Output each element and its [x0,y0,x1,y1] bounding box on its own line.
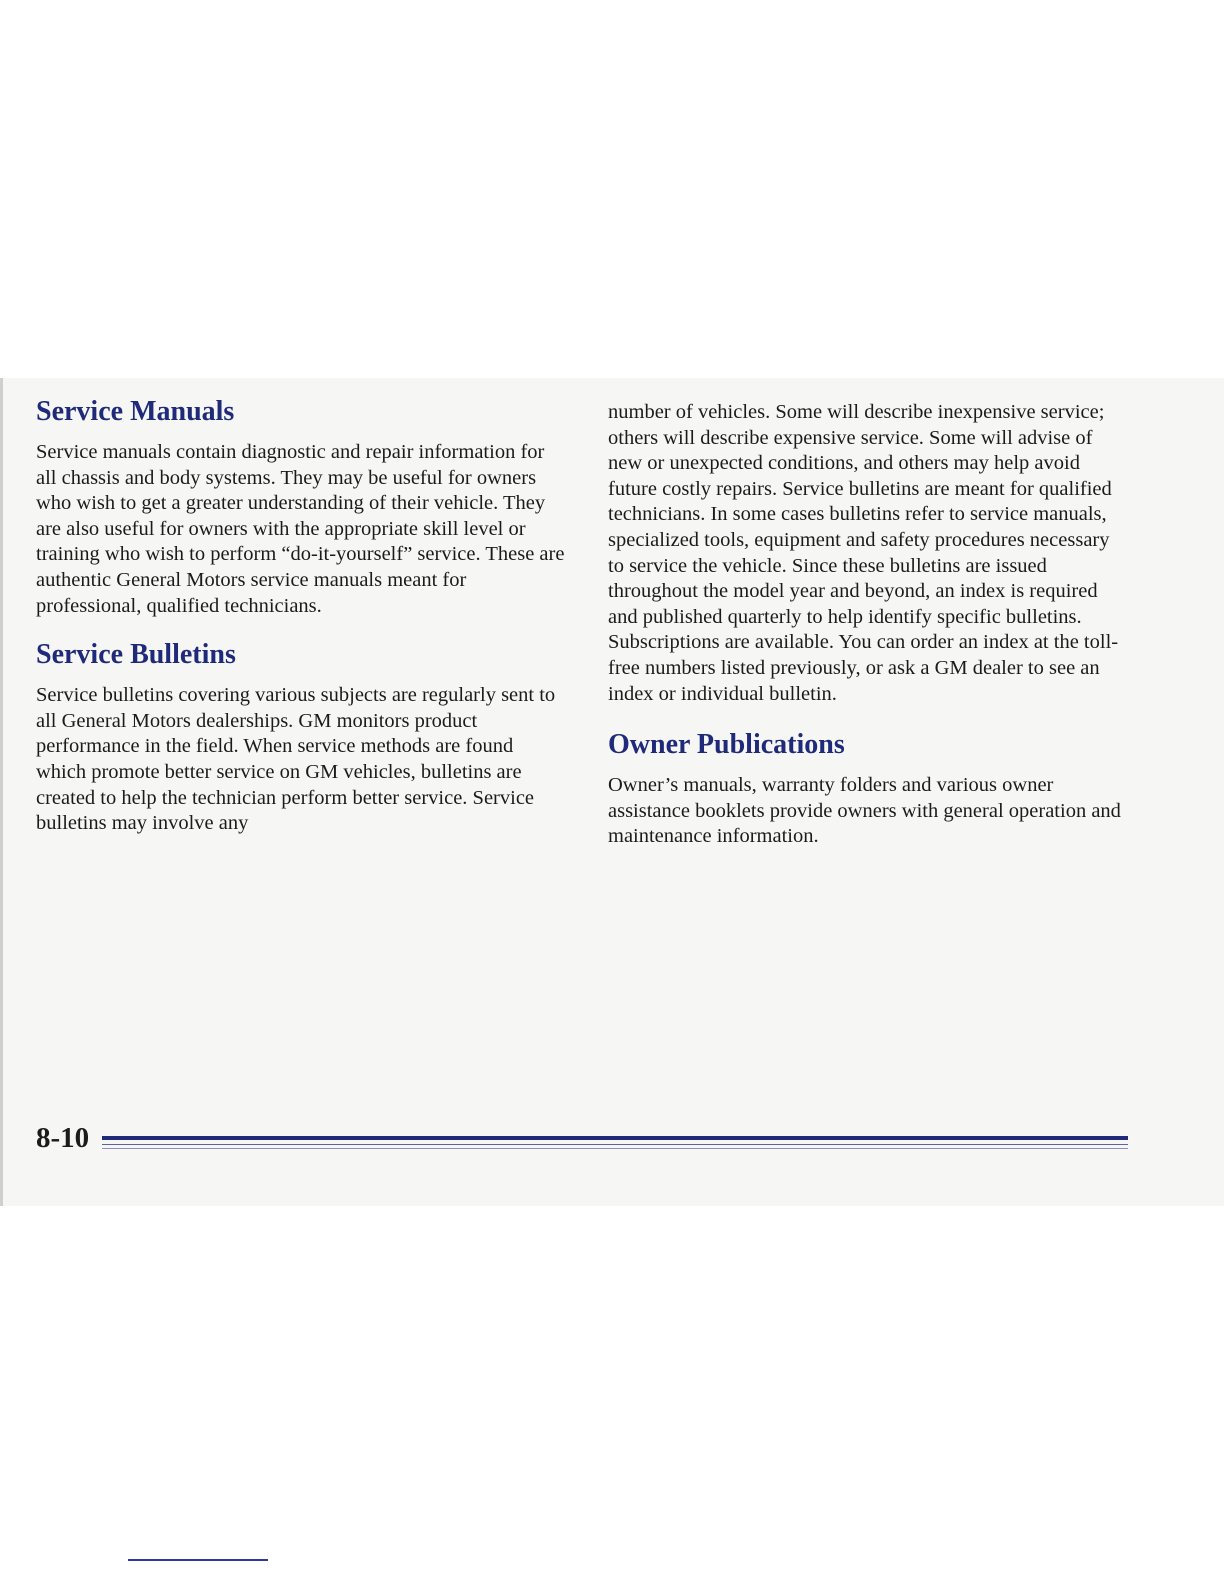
heading-service-bulletins: Service Bulletins [36,639,236,671]
paragraph-service-bulletins-part1: Service bulletins covering various subjects are regularly sent to all General Motors dealerships. GM monitors product performance in the field. When service methods are found which promote better service on GM vehicles, bulletins are created to help the technician perform better service. Service bulletins may involve any [36,684,556,835]
left-column [36,396,566,837]
section-gap [36,619,566,639]
right-column [608,400,1128,850]
heading-owner-publications: Owner Publications [608,729,845,761]
paragraph-owner-publications: Owner’s manuals, warranty folders and various owner assistance booklets provide owners with general operation and maintenance information. [608,774,1121,848]
paragraph-service-manuals: Service manuals contain diagnostic and repair information for all chassis and body systems. They may be useful for owners who wish to get a greater understanding of their vehicle. They are also useful for owners with the appropriate skill level or training who wish to perform “do-it-yourself” service. These are authentic General Motors service manuals meant for professional, qualified technicians. [36,441,565,617]
page-edge [0,378,3,1206]
footer-rule-thin [102,1144,1128,1145]
paragraph-service-bulletins-part2: number of vehicles. Some will describe inexpensive service; others will describe expensive service. Some will advise of new or unexpected conditions, and others may help avoid future costly repairs. Service bulletins are meant for qualified technicians. In some cases bulletins refer to service manuals, specialized tools, equipment and safety procedures necessary to service the vehicle. Since these bulletins are issued throughout the model year and beyond, an index is required and published quarterly to help identify specific bulletins. Subscriptions are available. You can order an index at the toll-free numbers listed previously, or ask a GM dealer to see an index or individual bulletin. [608,401,1119,705]
bottom-link-underline[interactable] [128,1559,268,1561]
page-number: 8-10 [36,1122,90,1154]
heading-service-manuals: Service Manuals [36,396,235,427]
footer-rule-thin [102,1148,1128,1149]
page-footer [36,1120,1136,1160]
footer-rule-thick [102,1136,1128,1140]
manual-page [0,378,1224,1206]
